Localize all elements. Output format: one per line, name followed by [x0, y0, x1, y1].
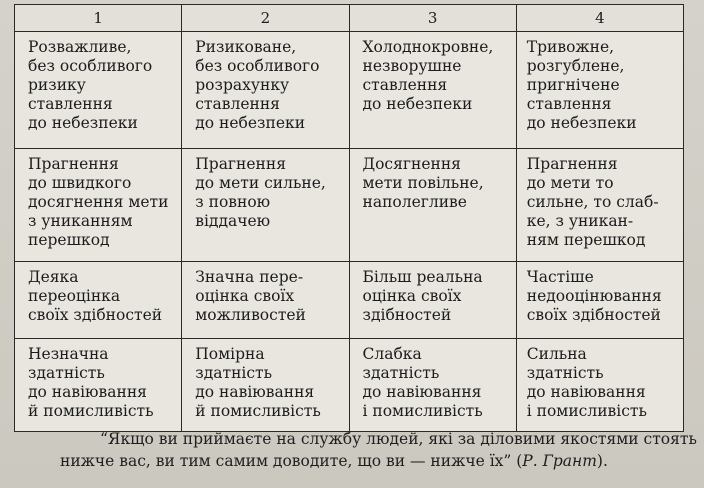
table-cell: Слабка здатність до навіювання і помисливість: [349, 339, 516, 432]
table-row: [15, 262, 684, 339]
quote-line-2-text: нижче вас, ви тим самим доводите, що ви — нижче їх” (: [60, 452, 523, 470]
quote-author: Р. Грант: [522, 452, 597, 470]
header-row: [15, 5, 684, 32]
table-cell: Прагнення до швидкого досягнення мети з униканням перешкод: [15, 149, 182, 262]
table-cell: Тривожне, розгублене, пригнічене ставлення до небезпеки: [516, 32, 683, 149]
table-row: [15, 32, 684, 149]
table-cell: Більш реальна оцінка своїх здібностей: [349, 262, 516, 339]
column-header-1: 1: [15, 5, 182, 32]
table-cell: Значна пере- оцінка своїх можливостей: [182, 262, 349, 339]
column-header-4: 4: [516, 5, 683, 32]
table-cell: Сильна здатність до навіювання і помисливість: [516, 339, 683, 432]
table-cell: Частіше недооцінювання своїх здібностей: [516, 262, 683, 339]
table-cell: Холоднокровне, незворушне ставлення до небезпеки: [349, 32, 516, 149]
table-cell: Незначна здатність до навіювання й помисливість: [15, 339, 182, 432]
table-cell: Досягнення мети повільне, наполегливе: [349, 149, 516, 262]
table-cell: Прагнення до мети то сильне, то слаб- ке, з уникан- ням перешкод: [516, 149, 683, 262]
table-row: [15, 339, 684, 432]
table-cell: Деяка переоцінка своїх здібностей: [15, 262, 182, 339]
table-cell: Ризиковане, без особливого розрахунку ставлення до небезпеки: [182, 32, 349, 149]
table-cell: Помірна здатність до навіювання й помисливість: [182, 339, 349, 432]
table-row: [15, 149, 684, 262]
quote-line-1: “Якщо ви приймаєте на службу людей, які за діловими якостями стоять: [100, 430, 697, 448]
table: [14, 4, 684, 432]
table-cell: Розважливе, без особливого ризику ставлення до небезпеки: [15, 32, 182, 149]
quote-block: [60, 428, 700, 472]
column-header-3: 3: [349, 5, 516, 32]
column-header-2: 2: [182, 5, 349, 32]
comparison-table: [14, 4, 684, 420]
table-cell: Прагнення до мети сильне, з повною віддачею: [182, 149, 349, 262]
quote-line-2-end: ).: [596, 452, 608, 470]
quote-line-2: [60, 450, 700, 472]
